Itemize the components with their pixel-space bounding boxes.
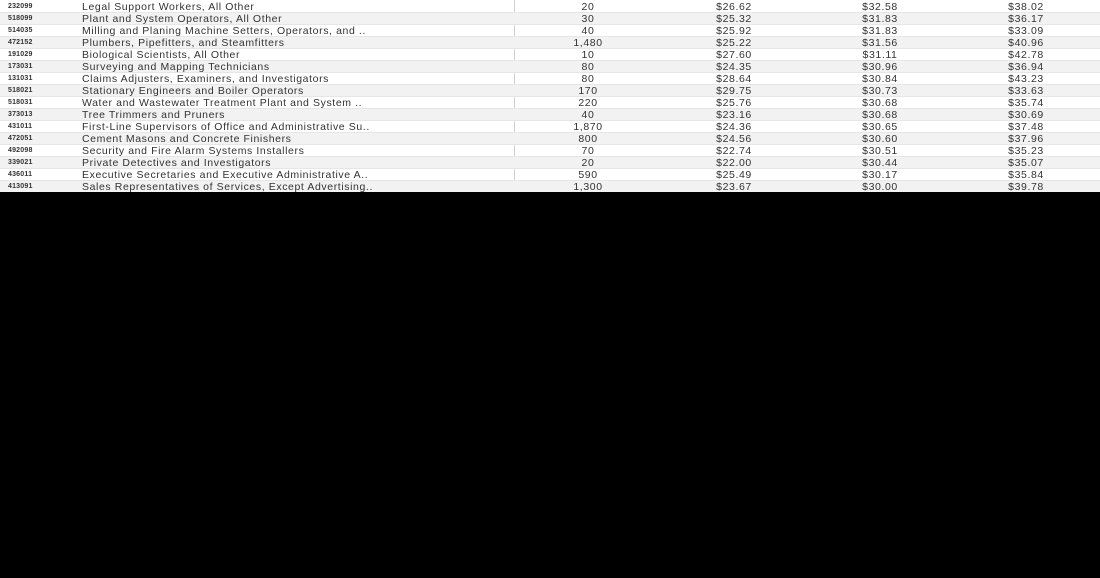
employment-value: 10 — [581, 49, 595, 61]
wage-90th-percentile: $42.78 — [1008, 49, 1044, 61]
wage-median: $31.83 — [862, 13, 898, 25]
wage-10th-percentile: $25.76 — [716, 97, 752, 109]
wage-90th-percentile: $37.96 — [1008, 133, 1044, 145]
wage-10th-percentile: $24.35 — [716, 61, 752, 73]
occupation-title: Executive Secretaries and Executive Administrative A.. — [82, 169, 369, 181]
occupation-title: Legal Support Workers, All Other — [82, 1, 255, 13]
occupation-title: Security and Fire Alarm Systems Installers — [82, 145, 305, 157]
employment-value: 80 — [581, 61, 595, 73]
employment-value: 20 — [581, 1, 595, 13]
table-row[interactable] — [0, 133, 1100, 145]
wage-10th-percentile: $22.00 — [716, 157, 752, 169]
occupation-code: 472152 — [8, 39, 33, 46]
wage-90th-percentile: $39.78 — [1008, 181, 1044, 192]
employment-value: 40 — [581, 109, 595, 121]
occupation-code: 518031 — [8, 99, 33, 106]
occupation-code: 131031 — [8, 75, 33, 82]
occupation-title: Milling and Planing Machine Setters, Operators, and .. — [82, 25, 366, 37]
employment-value: 80 — [581, 73, 595, 85]
occupation-title: Tree Trimmers and Pruners — [82, 109, 225, 121]
wage-10th-percentile: $28.64 — [716, 73, 752, 85]
table-row[interactable] — [0, 49, 1100, 61]
employment-value: 1,300 — [573, 181, 603, 192]
wage-median: $30.73 — [862, 85, 898, 97]
wage-90th-percentile: $37.48 — [1008, 121, 1044, 133]
occupation-code: 518021 — [8, 87, 33, 94]
wage-90th-percentile: $36.17 — [1008, 13, 1044, 25]
employment-value: 20 — [581, 157, 595, 169]
wage-10th-percentile: $23.16 — [716, 109, 752, 121]
wage-90th-percentile: $33.63 — [1008, 85, 1044, 97]
wage-median: $30.00 — [862, 181, 898, 192]
table-row[interactable] — [0, 13, 1100, 25]
occupation-title: Plant and System Operators, All Other — [82, 13, 283, 25]
occupation-code: 413091 — [8, 183, 33, 190]
table-row[interactable] — [0, 145, 1100, 157]
wage-10th-percentile: $27.60 — [716, 49, 752, 61]
table-row[interactable] — [0, 97, 1100, 109]
wage-90th-percentile: $36.94 — [1008, 61, 1044, 73]
wage-median: $30.68 — [862, 109, 898, 121]
employment-value: 1,480 — [573, 37, 603, 49]
occupation-title: Stationary Engineers and Boiler Operators — [82, 85, 304, 97]
occupation-code: 431011 — [8, 123, 33, 130]
wage-median: $30.96 — [862, 61, 898, 73]
occupation-code: 436011 — [8, 171, 33, 178]
occupation-code: 472051 — [8, 135, 33, 142]
wage-table — [0, 0, 1100, 192]
wage-90th-percentile: $35.23 — [1008, 145, 1044, 157]
table-row[interactable] — [0, 37, 1100, 49]
wage-90th-percentile: $43.23 — [1008, 73, 1044, 85]
wage-median: $30.84 — [862, 73, 898, 85]
wage-10th-percentile: $25.92 — [716, 25, 752, 37]
table-row[interactable] — [0, 1, 1100, 13]
occupation-code: 518099 — [8, 15, 33, 22]
table-row[interactable] — [0, 169, 1100, 181]
employment-value: 1,870 — [573, 121, 603, 133]
wage-median: $30.17 — [862, 169, 898, 181]
employment-value: 590 — [578, 169, 598, 181]
occupation-title: Surveying and Mapping Technicians — [82, 61, 270, 73]
wage-90th-percentile: $38.02 — [1008, 1, 1044, 13]
employment-value: 30 — [581, 13, 595, 25]
employment-value: 170 — [578, 85, 598, 97]
wage-median: $32.58 — [862, 1, 898, 13]
wage-90th-percentile: $40.96 — [1008, 37, 1044, 49]
wage-10th-percentile: $25.49 — [716, 169, 752, 181]
wage-median: $30.60 — [862, 133, 898, 145]
occupation-code: 492098 — [8, 147, 33, 154]
wage-median: $30.68 — [862, 97, 898, 109]
wage-90th-percentile: $35.74 — [1008, 97, 1044, 109]
occupation-title: First-Line Supervisors of Office and Administrative Su.. — [82, 121, 370, 133]
occupation-code: 339021 — [8, 159, 33, 166]
wage-median: $30.44 — [862, 157, 898, 169]
employment-value: 40 — [581, 25, 595, 37]
occupation-title: Claims Adjusters, Examiners, and Investigators — [82, 73, 330, 85]
wage-90th-percentile: $35.07 — [1008, 157, 1044, 169]
wage-90th-percentile: $33.09 — [1008, 25, 1044, 37]
wage-median: $31.56 — [862, 37, 898, 49]
occupation-code: 514035 — [8, 27, 33, 34]
wage-10th-percentile: $25.32 — [716, 13, 752, 25]
occupation-code: 191029 — [8, 51, 33, 58]
occupation-title: Water and Wastewater Treatment Plant and System .. — [82, 97, 363, 109]
table-row[interactable] — [0, 121, 1100, 133]
occupation-title: Biological Scientists, All Other — [82, 49, 241, 61]
wage-median: $31.11 — [862, 49, 898, 61]
occupation-title: Plumbers, Pipefitters, and Steamfitters — [82, 37, 285, 49]
employment-value: 220 — [578, 97, 598, 109]
table-row[interactable] — [0, 85, 1100, 97]
occupation-title: Private Detectives and Investigators — [82, 157, 272, 169]
wage-90th-percentile: $30.69 — [1008, 109, 1044, 121]
wage-10th-percentile: $26.62 — [716, 1, 752, 13]
wage-median: $30.51 — [862, 145, 898, 157]
wage-10th-percentile: $24.36 — [716, 121, 752, 133]
occupation-title: Cement Masons and Concrete Finishers — [82, 133, 292, 145]
occupation-code: 173031 — [8, 63, 33, 70]
wage-90th-percentile: $35.84 — [1008, 169, 1044, 181]
wage-10th-percentile: $22.74 — [716, 145, 752, 157]
table-row[interactable] — [0, 25, 1100, 37]
wage-median: $31.83 — [862, 25, 898, 37]
occupation-code: 232099 — [8, 3, 33, 10]
table-row[interactable] — [0, 109, 1100, 121]
occupation-title: Sales Representatives of Services, Except Advertising.. — [82, 181, 373, 192]
employment-value: 70 — [581, 145, 595, 157]
employment-value: 800 — [578, 133, 598, 145]
wage-10th-percentile: $29.75 — [716, 85, 752, 97]
wage-10th-percentile: $23.67 — [716, 181, 752, 192]
wage-10th-percentile: $25.22 — [716, 37, 752, 49]
table-row[interactable] — [0, 157, 1100, 169]
wage-10th-percentile: $24.56 — [716, 133, 752, 145]
wage-median: $30.65 — [862, 121, 898, 133]
occupation-code: 373013 — [8, 111, 33, 118]
table-row[interactable] — [0, 61, 1100, 73]
table-row[interactable] — [0, 73, 1100, 85]
table-row[interactable] — [0, 181, 1100, 192]
